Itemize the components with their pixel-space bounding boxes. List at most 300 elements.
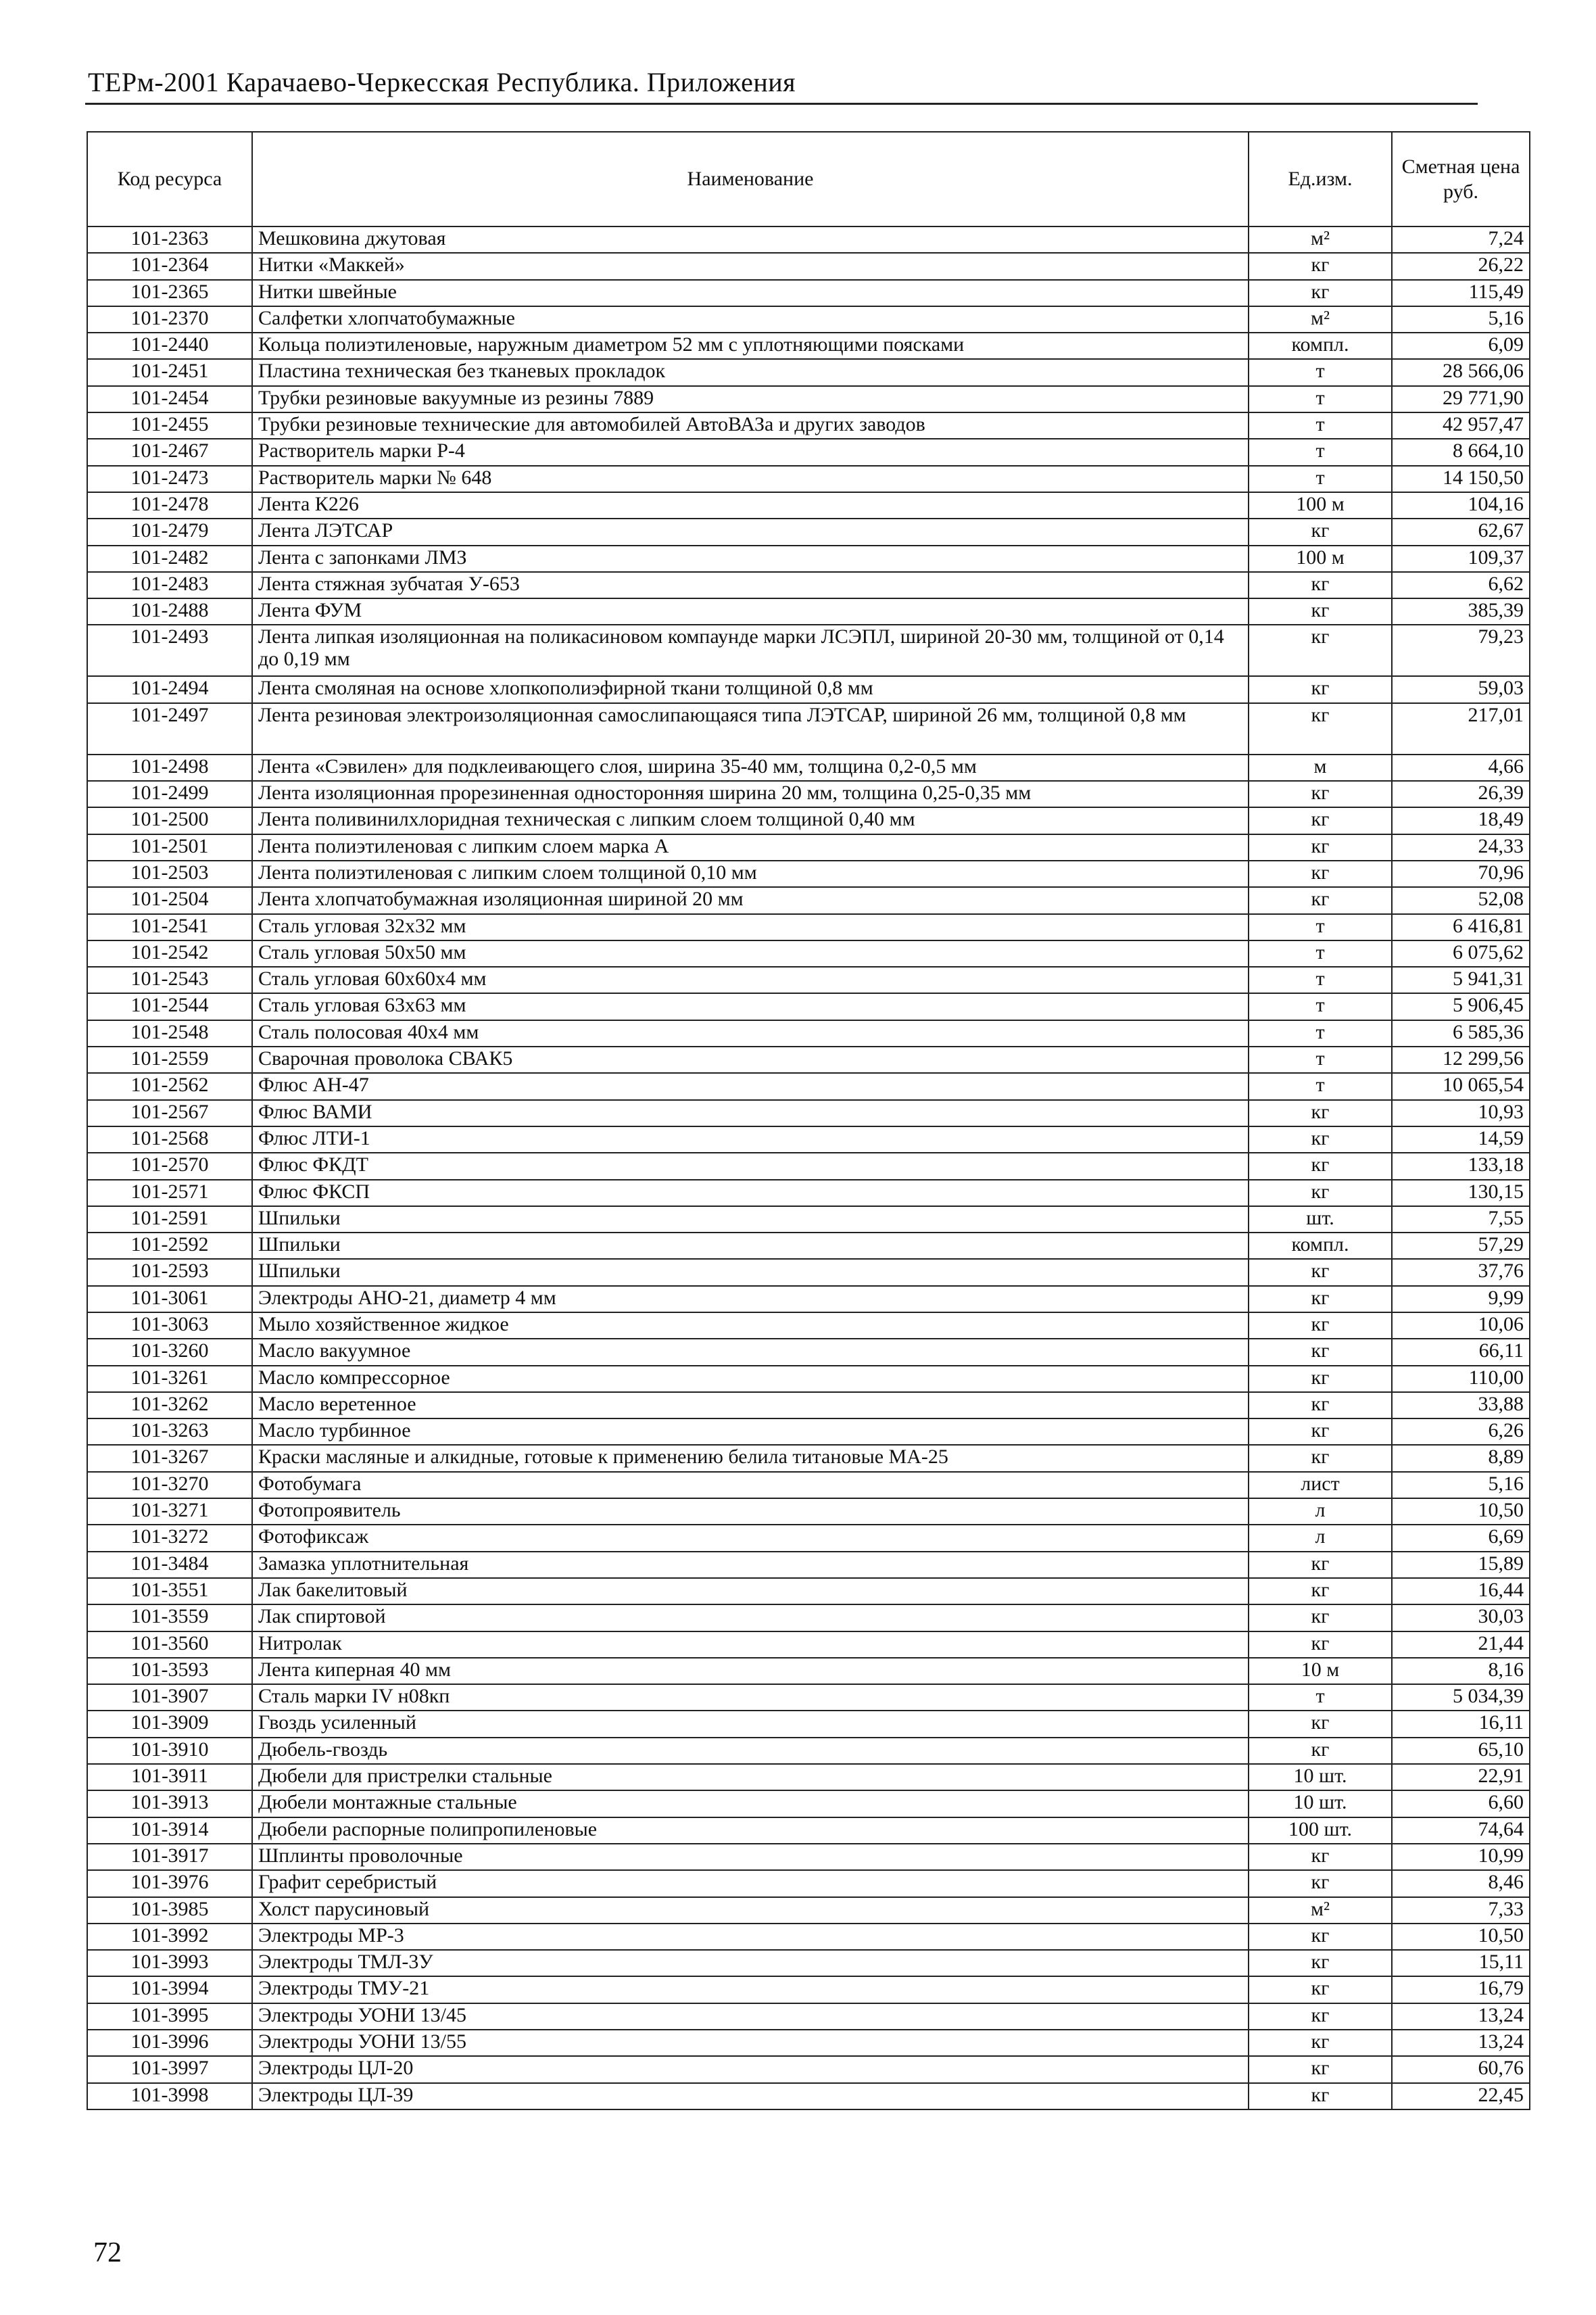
cell-price: 8 664,10 <box>1392 439 1530 465</box>
cell-name: Растворитель марки № 648 <box>252 466 1249 492</box>
cell-code: 101-3911 <box>87 1764 252 1790</box>
table-row <box>87 1950 1530 1976</box>
cell-code: 101-3484 <box>87 1552 252 1578</box>
cell-price: 6,69 <box>1392 1525 1530 1551</box>
cell-price: 110,00 <box>1392 1366 1530 1392</box>
cell-price: 13,24 <box>1392 2030 1530 2056</box>
cell-name: Электроды ТМЛ-3У <box>252 1950 1249 1976</box>
cell-code: 101-2483 <box>87 572 252 598</box>
cell-price: 29 771,90 <box>1392 386 1530 412</box>
cell-name: Масло веретенное <box>252 1392 1249 1418</box>
cell-name: Нитки «Маккей» <box>252 253 1249 279</box>
cell-unit: кг <box>1249 598 1392 625</box>
cell-price: 13,24 <box>1392 2003 1530 2030</box>
cell-price: 12 299,56 <box>1392 1047 1530 1073</box>
cell-unit: кг <box>1249 1604 1392 1631</box>
table-row <box>87 781 1530 807</box>
cell-unit: м <box>1249 755 1392 781</box>
cell-unit: л <box>1249 1498 1392 1525</box>
cell-unit: л <box>1249 1525 1392 1551</box>
cell-code: 101-2568 <box>87 1126 252 1153</box>
cell-price: 10,06 <box>1392 1312 1530 1339</box>
cell-unit: кг <box>1249 2003 1392 2030</box>
cell-price: 130,15 <box>1392 1180 1530 1206</box>
cell-code: 101-2451 <box>87 359 252 385</box>
cell-price: 5 906,45 <box>1392 993 1530 1020</box>
cell-code: 101-3997 <box>87 2056 252 2082</box>
table-row <box>87 253 1530 279</box>
cell-code: 101-3271 <box>87 1498 252 1525</box>
cell-name: Растворитель марки Р-4 <box>252 439 1249 465</box>
cell-unit: компл. <box>1249 1233 1392 1259</box>
cell-unit: кг <box>1249 1366 1392 1392</box>
cell-code: 101-2370 <box>87 306 252 333</box>
cell-name: Лента киперная 40 мм <box>252 1658 1249 1684</box>
cell-name: Лак спиртовой <box>252 1604 1249 1631</box>
table-row <box>87 1418 1530 1445</box>
cell-code: 101-3976 <box>87 1870 252 1896</box>
cell-price: 10 065,54 <box>1392 1073 1530 1099</box>
cell-name: Фотобумага <box>252 1472 1249 1498</box>
table-row <box>87 1366 1530 1392</box>
table-row <box>87 1180 1530 1206</box>
cell-price: 16,44 <box>1392 1578 1530 1604</box>
cell-name: Лента «Сэвилен» для подклеивающего слоя, ширина 35-40 мм, толщина 0,2-0,5 мм <box>252 755 1249 781</box>
cell-name: Нитки швейные <box>252 280 1249 306</box>
table-row <box>87 703 1530 755</box>
table-row <box>87 466 1530 492</box>
table-row <box>87 807 1530 834</box>
cell-price: 74,64 <box>1392 1817 1530 1844</box>
cell-code: 101-3917 <box>87 1844 252 1870</box>
cell-unit: шт. <box>1249 1206 1392 1233</box>
cell-name: Сталь угловая 63х63 мм <box>252 993 1249 1020</box>
cell-unit: т <box>1249 1047 1392 1073</box>
cell-code: 101-2503 <box>87 861 252 887</box>
cell-price: 26,39 <box>1392 781 1530 807</box>
cell-unit: м² <box>1249 1897 1392 1924</box>
cell-unit: т <box>1249 967 1392 993</box>
table-row <box>87 1073 1530 1099</box>
cell-name: Дюбели для пристрелки стальные <box>252 1764 1249 1790</box>
cell-code: 101-2591 <box>87 1206 252 1233</box>
cell-name: Трубки резиновые технические для автомобилей АвтоВАЗа и других заводов <box>252 412 1249 439</box>
cell-unit: кг <box>1249 1631 1392 1658</box>
cell-code: 101-3560 <box>87 1631 252 1658</box>
cell-unit: кг <box>1249 1259 1392 1285</box>
cell-price: 8,89 <box>1392 1445 1530 1471</box>
cell-unit: кг <box>1249 2030 1392 2056</box>
cell-price: 57,29 <box>1392 1233 1530 1259</box>
table-row <box>87 1259 1530 1285</box>
table-row <box>87 914 1530 940</box>
cell-name: Лента поливинилхлоридная техническая с липким слоем толщиной 0,40 мм <box>252 807 1249 834</box>
table-row <box>87 598 1530 625</box>
cell-name: Лак бакелитовый <box>252 1578 1249 1604</box>
cell-name: Кольца полиэтиленовые, наружным диаметром 52 мм с уплотняющими поясками <box>252 333 1249 359</box>
cell-price: 133,18 <box>1392 1153 1530 1179</box>
cell-name: Краски масляные и алкидные, готовые к применению белила титановые МА-25 <box>252 1445 1249 1471</box>
cell-unit: кг <box>1249 1870 1392 1896</box>
cell-unit: кг <box>1249 1738 1392 1764</box>
cell-name: Дюбель-гвоздь <box>252 1738 1249 1764</box>
cell-unit: кг <box>1249 1153 1392 1179</box>
cell-unit: кг <box>1249 1711 1392 1737</box>
cell-unit: кг <box>1249 781 1392 807</box>
table-row <box>87 1392 1530 1418</box>
cell-unit: м² <box>1249 226 1392 253</box>
cell-name: Сталь марки IV н08кп <box>252 1684 1249 1711</box>
cell-name: Лента стяжная зубчатая У-653 <box>252 572 1249 598</box>
table-row <box>87 1206 1530 1233</box>
cell-unit: кг <box>1249 1286 1392 1312</box>
cell-name: Сталь полосовая 40х4 мм <box>252 1020 1249 1047</box>
cell-code: 101-2488 <box>87 598 252 625</box>
table-row <box>87 1790 1530 1817</box>
cell-price: 65,10 <box>1392 1738 1530 1764</box>
cell-price: 18,49 <box>1392 807 1530 834</box>
table-row <box>87 439 1530 465</box>
table-row <box>87 1976 1530 2003</box>
cell-code: 101-2543 <box>87 967 252 993</box>
cell-price: 6,26 <box>1392 1418 1530 1445</box>
cell-name: Электроды УОНИ 13/55 <box>252 2030 1249 2056</box>
cell-unit: кг <box>1249 834 1392 861</box>
cell-price: 8,46 <box>1392 1870 1530 1896</box>
cell-code: 101-2493 <box>87 625 252 676</box>
cell-name: Флюс ВАМИ <box>252 1100 1249 1126</box>
table-row <box>87 1764 1530 1790</box>
cell-code: 101-2498 <box>87 755 252 781</box>
cell-price: 10,99 <box>1392 1844 1530 1870</box>
cell-unit: кг <box>1249 1976 1392 2003</box>
cell-code: 101-2501 <box>87 834 252 861</box>
cell-name: Электроды ЦЛ-39 <box>252 2083 1249 2109</box>
cell-price: 14,59 <box>1392 1126 1530 1153</box>
cell-code: 101-2592 <box>87 1233 252 1259</box>
cell-price: 24,33 <box>1392 834 1530 861</box>
cell-price: 5 941,31 <box>1392 967 1530 993</box>
cell-code: 101-2497 <box>87 703 252 755</box>
cell-name: Электроды МР-3 <box>252 1924 1249 1950</box>
cell-price: 104,16 <box>1392 492 1530 519</box>
table-row <box>87 1472 1530 1498</box>
cell-price: 59,03 <box>1392 676 1530 702</box>
cell-unit: кг <box>1249 280 1392 306</box>
cell-price: 15,11 <box>1392 1950 1530 1976</box>
cell-name: Электроды ЦЛ-20 <box>252 2056 1249 2082</box>
cell-price: 10,93 <box>1392 1100 1530 1126</box>
cell-name: Мешковина джутовая <box>252 226 1249 253</box>
table-row <box>87 519 1530 545</box>
table-row <box>87 572 1530 598</box>
cell-name: Флюс ЛТИ-1 <box>252 1126 1249 1153</box>
cell-price: 9,99 <box>1392 1286 1530 1312</box>
table-row <box>87 887 1530 913</box>
table-row <box>87 1552 1530 1578</box>
cell-code: 101-3907 <box>87 1684 252 1711</box>
cell-unit: кг <box>1249 625 1392 676</box>
cell-code: 101-2473 <box>87 466 252 492</box>
header-rule <box>85 103 1478 105</box>
cell-price: 33,88 <box>1392 1392 1530 1418</box>
cell-code: 101-3260 <box>87 1339 252 1365</box>
cell-unit: лист <box>1249 1472 1392 1498</box>
column-header-code: Код ресурса <box>87 132 252 226</box>
cell-name: Масло вакуумное <box>252 1339 1249 1365</box>
table-row <box>87 2083 1530 2109</box>
cell-code: 101-2478 <box>87 492 252 519</box>
cell-price: 60,76 <box>1392 2056 1530 2082</box>
table-row <box>87 1738 1530 1764</box>
table-row <box>87 2056 1530 2082</box>
cell-name: Дюбели монтажные стальные <box>252 1790 1249 1817</box>
table-row <box>87 967 1530 993</box>
cell-code: 101-3272 <box>87 1525 252 1551</box>
cell-code: 101-2559 <box>87 1047 252 1073</box>
table-row <box>87 1153 1530 1179</box>
cell-price: 21,44 <box>1392 1631 1530 1658</box>
cell-code: 101-2364 <box>87 253 252 279</box>
cell-price: 10,50 <box>1392 1498 1530 1525</box>
cell-code: 101-3995 <box>87 2003 252 2030</box>
cell-unit: кг <box>1249 676 1392 702</box>
cell-code: 101-3998 <box>87 2083 252 2109</box>
cell-price: 115,49 <box>1392 280 1530 306</box>
cell-price: 6 585,36 <box>1392 1020 1530 1047</box>
cell-price: 22,91 <box>1392 1764 1530 1790</box>
cell-name: Трубки резиновые вакуумные из резины 7889 <box>252 386 1249 412</box>
cell-unit: 10 шт. <box>1249 1764 1392 1790</box>
cell-code: 101-2454 <box>87 386 252 412</box>
cell-price: 5,16 <box>1392 1472 1530 1498</box>
cell-price: 6 075,62 <box>1392 940 1530 967</box>
page-number: 72 <box>93 2237 122 2268</box>
cell-unit: кг <box>1249 1339 1392 1365</box>
cell-code: 101-2479 <box>87 519 252 545</box>
cell-name: Шпильки <box>252 1233 1249 1259</box>
cell-code: 101-2570 <box>87 1153 252 1179</box>
cell-name: Мыло хозяйственное жидкое <box>252 1312 1249 1339</box>
cell-unit: т <box>1249 1020 1392 1047</box>
table-row <box>87 1684 1530 1711</box>
cell-name: Нитролак <box>252 1631 1249 1658</box>
cell-code: 101-3263 <box>87 1418 252 1445</box>
cell-name: Гвоздь усиленный <box>252 1711 1249 1737</box>
cell-price: 7,24 <box>1392 226 1530 253</box>
cell-unit: т <box>1249 1684 1392 1711</box>
table-row <box>87 1578 1530 1604</box>
cell-price: 15,89 <box>1392 1552 1530 1578</box>
table-row <box>87 1020 1530 1047</box>
cell-price: 6,62 <box>1392 572 1530 598</box>
table-row <box>87 755 1530 781</box>
cell-price: 52,08 <box>1392 887 1530 913</box>
cell-name: Сталь угловая 50х50 мм <box>252 940 1249 967</box>
cell-unit: кг <box>1249 1445 1392 1471</box>
cell-price: 10,50 <box>1392 1924 1530 1950</box>
cell-code: 101-3996 <box>87 2030 252 2056</box>
cell-price: 22,45 <box>1392 2083 1530 2109</box>
cell-unit: т <box>1249 359 1392 385</box>
cell-price: 385,39 <box>1392 598 1530 625</box>
column-header-price: Сметная цена руб. <box>1392 132 1530 226</box>
cell-unit: кг <box>1249 1392 1392 1418</box>
cell-code: 101-3267 <box>87 1445 252 1471</box>
cell-name: Лента ФУМ <box>252 598 1249 625</box>
cell-code: 101-3063 <box>87 1312 252 1339</box>
cell-unit: кг <box>1249 1126 1392 1153</box>
table-row <box>87 2030 1530 2056</box>
cell-code: 101-2562 <box>87 1073 252 1099</box>
table-row <box>87 1658 1530 1684</box>
cell-unit: кг <box>1249 253 1392 279</box>
table-row <box>87 1047 1530 1073</box>
table-row <box>87 492 1530 519</box>
cell-code: 101-3910 <box>87 1738 252 1764</box>
cell-name: Лента липкая изоляционная на поликасиновом компаунде марки ЛСЭПЛ, шириной 20-30 мм, толщиной от 0,14 до 0,19 мм <box>252 625 1249 676</box>
cell-name: Фотофиксаж <box>252 1525 1249 1551</box>
cell-name: Электроды АНО-21, диаметр 4 мм <box>252 1286 1249 1312</box>
cell-name: Сварочная проволока СВАК5 <box>252 1047 1249 1073</box>
cell-price: 5 034,39 <box>1392 1684 1530 1711</box>
cell-name: Шпильки <box>252 1259 1249 1285</box>
table-row <box>87 333 1530 359</box>
cell-name: Фотопроявитель <box>252 1498 1249 1525</box>
table-row <box>87 1525 1530 1551</box>
cell-code: 101-3913 <box>87 1790 252 1817</box>
cell-price: 66,11 <box>1392 1339 1530 1365</box>
cell-price: 16,11 <box>1392 1711 1530 1737</box>
cell-price: 14 150,50 <box>1392 466 1530 492</box>
table-row <box>87 1286 1530 1312</box>
cell-price: 5,16 <box>1392 306 1530 333</box>
table-row <box>87 1897 1530 1924</box>
cell-code: 101-2500 <box>87 807 252 834</box>
cell-code: 101-2541 <box>87 914 252 940</box>
table-row <box>87 1100 1530 1126</box>
cell-name: Лента резиновая электроизоляционная самослипающаяся типа ЛЭТСАР, шириной 26 мм, толщиной 0,8 мм <box>252 703 1249 755</box>
cell-unit: кг <box>1249 572 1392 598</box>
table-row <box>87 940 1530 967</box>
table-row <box>87 625 1530 676</box>
table-row <box>87 1604 1530 1631</box>
table-row <box>87 1339 1530 1365</box>
cell-price: 28 566,06 <box>1392 359 1530 385</box>
cell-price: 6,60 <box>1392 1790 1530 1817</box>
cell-name: Графит серебристый <box>252 1870 1249 1896</box>
cell-unit: кг <box>1249 1578 1392 1604</box>
table-row <box>87 834 1530 861</box>
cell-name: Флюс ФКСП <box>252 1180 1249 1206</box>
cell-name: Лента полиэтиленовая с липким слоем толщиной 0,10 мм <box>252 861 1249 887</box>
cell-code: 101-2504 <box>87 887 252 913</box>
cell-name: Лента ЛЭТСАР <box>252 519 1249 545</box>
cell-price: 6 416,81 <box>1392 914 1530 940</box>
table-row <box>87 676 1530 702</box>
cell-code: 101-3551 <box>87 1578 252 1604</box>
cell-price: 16,79 <box>1392 1976 1530 2003</box>
cell-price: 109,37 <box>1392 546 1530 572</box>
cell-unit: кг <box>1249 1924 1392 1950</box>
cell-name: Лента хлопчатобумажная изоляционная шириной 20 мм <box>252 887 1249 913</box>
cell-unit: т <box>1249 940 1392 967</box>
cell-unit: кг <box>1249 1950 1392 1976</box>
cell-code: 101-2482 <box>87 546 252 572</box>
table-row <box>87 546 1530 572</box>
table-row <box>87 1233 1530 1259</box>
cell-code: 101-2440 <box>87 333 252 359</box>
cell-name: Дюбели распорные полипропиленовые <box>252 1817 1249 1844</box>
cell-code: 101-3262 <box>87 1392 252 1418</box>
cell-code: 101-3261 <box>87 1366 252 1392</box>
cell-unit: т <box>1249 993 1392 1020</box>
cell-code: 101-3993 <box>87 1950 252 1976</box>
table-row <box>87 1817 1530 1844</box>
cell-unit: кг <box>1249 1844 1392 1870</box>
cell-code: 101-2567 <box>87 1100 252 1126</box>
column-header-name: Наименование <box>252 132 1249 226</box>
cell-code: 101-2363 <box>87 226 252 253</box>
cell-price: 217,01 <box>1392 703 1530 755</box>
cell-unit: кг <box>1249 519 1392 545</box>
cell-name: Лента изоляционная прорезиненная односторонняя ширина 20 мм, толщина 0,25-0,35 мм <box>252 781 1249 807</box>
cell-price: 30,03 <box>1392 1604 1530 1631</box>
cell-unit: кг <box>1249 2083 1392 2109</box>
cell-code: 101-2542 <box>87 940 252 967</box>
cell-name: Сталь угловая 60х60х4 мм <box>252 967 1249 993</box>
table-row <box>87 2003 1530 2030</box>
cell-name: Пластина техническая без тканевых прокладок <box>252 359 1249 385</box>
table-row <box>87 412 1530 439</box>
cell-price: 7,55 <box>1392 1206 1530 1233</box>
cell-code: 101-2548 <box>87 1020 252 1047</box>
cell-price: 42 957,47 <box>1392 412 1530 439</box>
table-row <box>87 306 1530 333</box>
cell-unit: 100 шт. <box>1249 1817 1392 1844</box>
table-row <box>87 1924 1530 1950</box>
table-row <box>87 1498 1530 1525</box>
cell-unit: кг <box>1249 1180 1392 1206</box>
cell-unit: 100 м <box>1249 546 1392 572</box>
cell-unit: т <box>1249 914 1392 940</box>
table-row <box>87 386 1530 412</box>
cell-unit: кг <box>1249 807 1392 834</box>
cell-name: Шплинты проволочные <box>252 1844 1249 1870</box>
cell-name: Шпильки <box>252 1206 1249 1233</box>
cell-unit: кг <box>1249 861 1392 887</box>
cell-code: 101-2365 <box>87 280 252 306</box>
table-row <box>87 1870 1530 1896</box>
cell-price: 37,76 <box>1392 1259 1530 1285</box>
cell-name: Лента с запонками ЛМЗ <box>252 546 1249 572</box>
cell-price: 6,09 <box>1392 333 1530 359</box>
cell-unit: т <box>1249 1073 1392 1099</box>
cell-name: Электроды ТМУ-21 <box>252 1976 1249 2003</box>
cell-name: Салфетки хлопчатобумажные <box>252 306 1249 333</box>
table-row <box>87 1844 1530 1870</box>
table-header-row <box>87 132 1530 226</box>
cell-name: Масло компрессорное <box>252 1366 1249 1392</box>
cell-unit: т <box>1249 386 1392 412</box>
cell-code: 101-3270 <box>87 1472 252 1498</box>
table-row <box>87 1631 1530 1658</box>
cell-name: Лента смоляная на основе хлопкополиэфирной ткани толщиной 0,8 мм <box>252 676 1249 702</box>
cell-price: 7,33 <box>1392 1897 1530 1924</box>
cell-name: Замазка уплотнительная <box>252 1552 1249 1578</box>
table-row <box>87 359 1530 385</box>
cell-code: 101-3909 <box>87 1711 252 1737</box>
